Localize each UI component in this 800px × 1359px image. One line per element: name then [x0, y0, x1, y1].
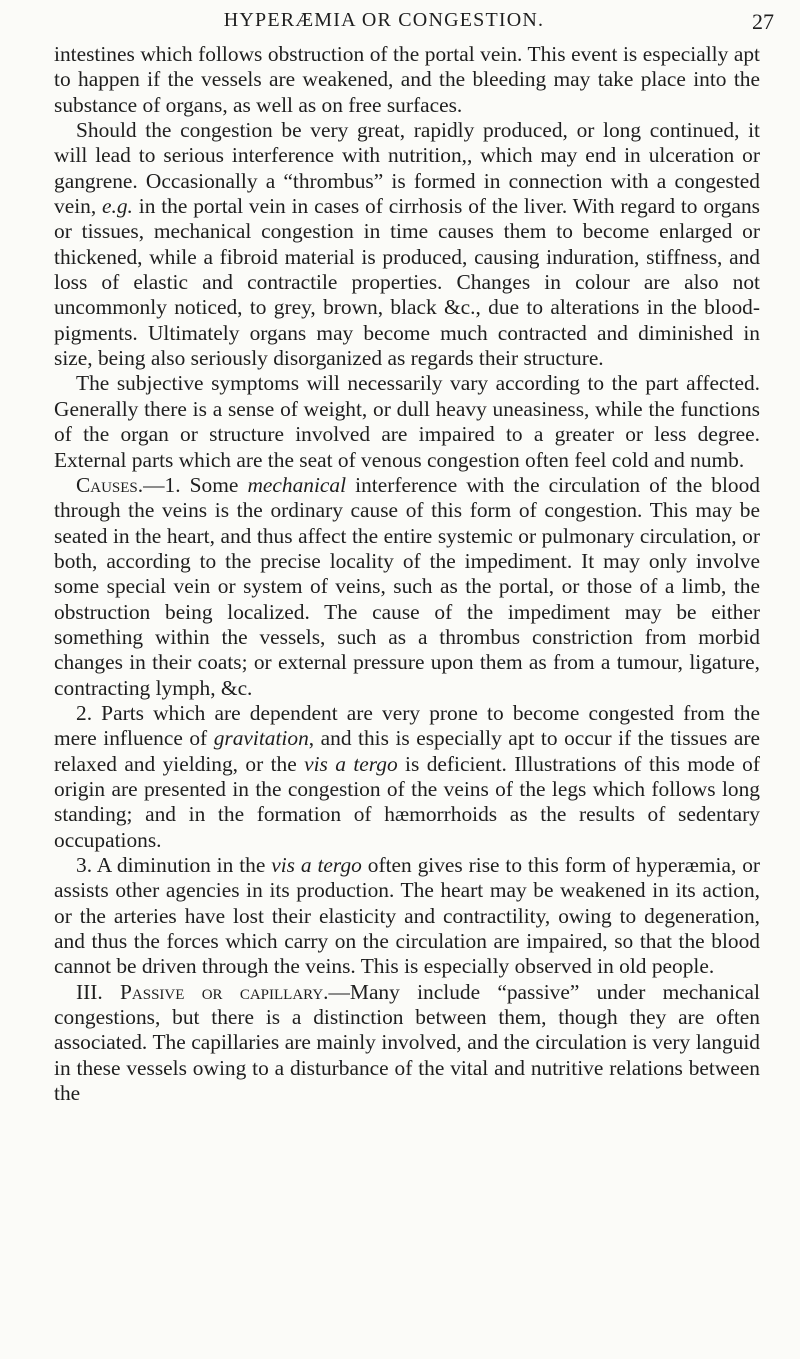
italic-term: vis a tergo [271, 853, 362, 877]
paragraph-text: , and this is especially apt to occur if the tissues are relaxed and yielding, or the [54, 726, 760, 776]
paragraph-text: Should the congestion be very great, rapidly produced, or long continued, it will lead to serious interference with nutrition,, which may end in ulceration or gangrene. Occasionally a “thrombus” is formed in connection with a congested vein, [54, 118, 760, 219]
page-number: 27 [752, 9, 774, 34]
paragraph-subjective-symptoms [54, 371, 760, 472]
paragraph-causes-2 [54, 701, 760, 853]
paragraph-text: is deficient. Illustrations of this mode of origin are presented in the congestion of the veins of the legs which follows long standing; and in the formation of hæmorrhoids as the results of sedentary occupations. [54, 751, 761, 852]
running-head [54, 6, 774, 34]
body-text [54, 42, 760, 1106]
paragraph-text: The subjective symptoms will necessarily vary according to the part affected. Generally there is a sense of weight, or dull heavy uneasiness, while the functions of the organ or structure involved are impaired to a greater or less degree. External parts which are the seat of venous congestion often feel cold and numb. [54, 371, 760, 472]
paragraph-text: —Many include “passive” under mechanical congestions, but there is a distinction between them, though they are often associated. The capillaries are mainly involved, and the circulation is very languid in these vessels owing to a disturbance of the vital and nutritive relations between the [54, 979, 760, 1106]
italic-term: mechanical [247, 472, 347, 497]
paragraph-text: —1. Some [143, 472, 248, 497]
section-label-passive: III. Passive or capillary. [76, 979, 329, 1004]
paragraph-causes-3 [54, 853, 760, 980]
paragraph-passive-capillary [54, 980, 760, 1107]
paragraph-text: intestines which follows obstruction of the portal vein. This event is especially apt to happen if the vessels are weakened, and the bleeding may take place into the substance of organs, as well as on free surfaces. [54, 42, 760, 117]
running-title: HYPERÆMIA OR CONGESTION. [223, 9, 545, 31]
paragraph-text: often gives rise to this form of hyperæmia, or assists other agencies in its production. The heart may be weakened in its action, or the arteries have lost their elasticity and contractility, owing to degeneration, and thus the forces which carry on the circulation are impaired, so that the blood cannot be driven through the veins. This is especially observed in old people. [54, 853, 761, 979]
paragraph-text: 2. Parts which are dependent are very prone to become congested from the mere influence of [54, 700, 760, 751]
italic-term: e.g. [102, 194, 133, 219]
italic-term: gravitation [213, 726, 309, 751]
paragraph-causes-1 [54, 473, 760, 701]
paragraph-text: in the portal vein in cases of cirrhosis of the liver. With regard to organs or tissues, mechanical congestion in time causes them to become enlarged or thickened, while a fibroid material is produced, causing induration, stiffness, and loss of elastic and contractile properties. Changes in colour are also not uncommonly noticed, to grey, brown, black &c., due to alterations in the blood-pigments. Ultimately organs may become much contracted and diminished in size, being also seriously disorganized as regards their structure. [54, 194, 760, 371]
paragraph-intestines [54, 42, 760, 118]
paragraph-text: 3. A diminution in the [76, 853, 272, 877]
italic-term: vis a tergo [304, 751, 398, 776]
paragraph-congestion-effects [54, 118, 760, 371]
paragraph-text: interference with the circulation of the blood through the veins is the ordinary cause of this form of congestion. This may be seated in the heart, and thus affect the entire systemic or pulmonary circulation, or both, according to the precise locality of the impediment. It may only involve some special vein or system of veins, such as the portal, or those of a limb, the obstruction being localized. The cause of the impediment may be either something within the vessels, such as a thrombus constriction from morbid changes in their coats; or external pressure upon them as from a tumour, ligature, contracting lymph, &c. [54, 472, 760, 700]
section-label-causes: Causes. [76, 472, 144, 497]
